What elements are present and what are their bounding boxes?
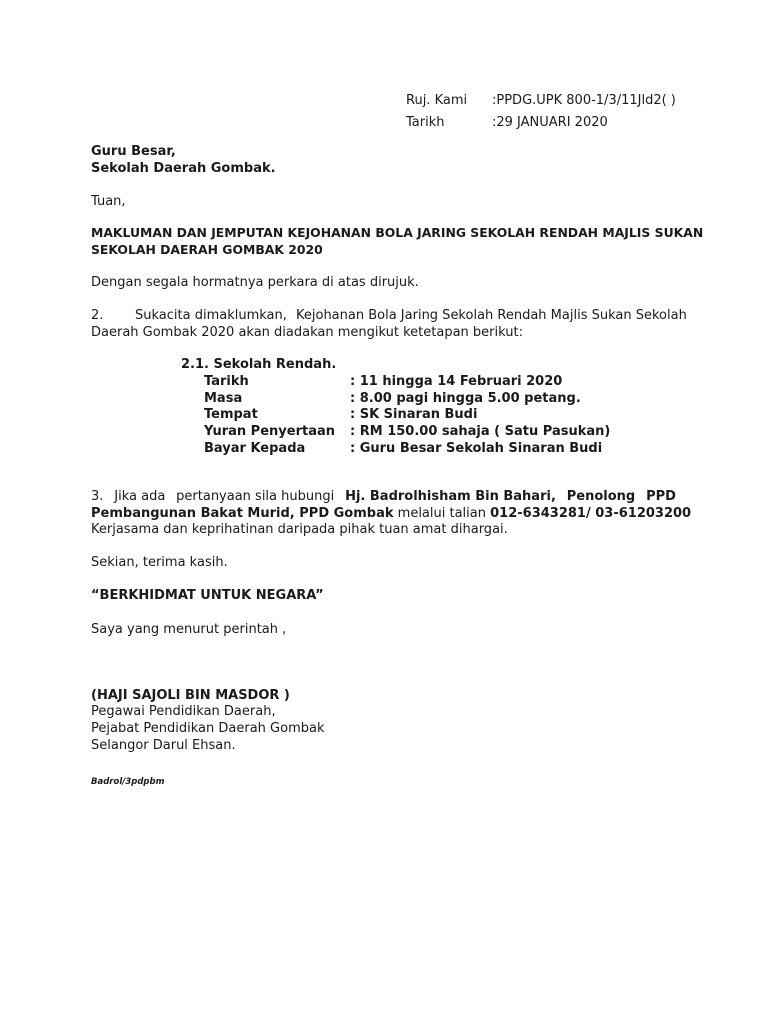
signatory-name: (HAJI SAJOLI BIN MASDOR ) [91,688,290,703]
schedule-value: : RM 150.00 sahaja ( Satu Pasukan) [350,424,611,439]
tarikh-value: :29 JANUARI 2020 [492,115,608,130]
recipient-line-1: Guru Besar, [91,144,176,159]
signatory-title-1: Pegawai Pendidikan Daerah, [91,704,276,719]
contact-via: melalui talian [397,506,486,521]
schedule-label: Masa [204,391,243,406]
schedule-label: Bayar Kepada [204,441,306,456]
schedule-value: : SK Sinaran Budi [350,407,478,422]
recipient-line-2: Sekolah Daerah Gombak. [91,161,276,176]
schedule-row-masa [204,390,624,407]
signatory-title-2: Pejabat Pendidikan Daerah Gombak [91,721,325,736]
paragraph-3-word-1: Jika ada [114,489,166,504]
schedule-label: Tempat [204,407,258,422]
schedule-value: : Guru Besar Sekolah Sinaran Budi [350,441,603,456]
paragraph-1: Dengan segala hormatnya perkara di atas dirujuk. [91,275,419,290]
paragraph-3-line-2 [91,505,691,522]
schedule-value: : 11 hingga 14 Februari 2020 [350,374,563,389]
schedule-heading: 2.1. Sekolah Rendah. [181,357,337,372]
paragraph-2-number: 2. [91,308,104,323]
paragraph-3-line-3: Kerjasama dan keprihatinan daripada pihak tuan amat dihargai. [91,522,508,537]
schedule-label: Tarikh [204,374,249,389]
ruj-label: Ruj. Kami [406,93,468,108]
paragraph-3-number: 3. [91,489,104,504]
signatory-title-3: Selangor Darul Ehsan. [91,738,236,753]
schedule-row-tempat [204,406,624,423]
footer-reference: Badrol/3pdpbm [91,777,165,787]
salutation: Tuan, [91,194,126,209]
paragraph-3-word-3: Penolong [566,489,636,504]
closing: Sekian, terima kasih. [91,555,228,570]
order-line: Saya yang menurut perintah , [91,622,287,637]
paragraph-3-line-1 [91,488,676,505]
paragraph-3-word-4: PPD [646,489,676,504]
paragraph-2-part-a: Sukacita dimaklumkan, [135,308,287,323]
motto: “BERKHIDMAT UNTUK NEGARA” [91,588,324,603]
contact-unit: Pembangunan Bakat Murid, PPD Gombak [91,506,394,521]
contact-phones: 012-6343281/ 03-61203200 [490,506,692,521]
subject-line-2: SEKOLAH DAERAH GOMBAK 2020 [91,242,323,257]
subject-line-1: MAKLUMAN DAN JEMPUTAN KEJOHANAN BOLA JARING SEKOLAH RENDAH MAJLIS SUKAN [91,225,704,240]
paragraph-2-part-b: Kejohanan Bola Jaring Sekolah Rendah Majlis Sukan Sekolah [296,308,687,323]
schedule-row-tarikh [204,373,624,390]
contact-name: Hj. Badrolhisham Bin Bahari, [345,489,556,504]
ruj-value: :PPDG.UPK 800-1/3/11Jld2( ) [492,93,676,108]
schedule-row-bayar [204,440,624,457]
tarikh-label: Tarikh [406,115,445,130]
schedule-value: : 8.00 pagi hingga 5.00 petang. [350,391,581,406]
schedule-label: Yuran Penyertaan [204,424,336,439]
schedule-row-yuran [204,423,624,440]
paragraph-2-line-2: Daerah Gombak 2020 akan diadakan mengikut ketetapan berikut: [91,325,523,340]
paragraph-3-word-2: pertanyaan sila hubungi [176,489,335,504]
